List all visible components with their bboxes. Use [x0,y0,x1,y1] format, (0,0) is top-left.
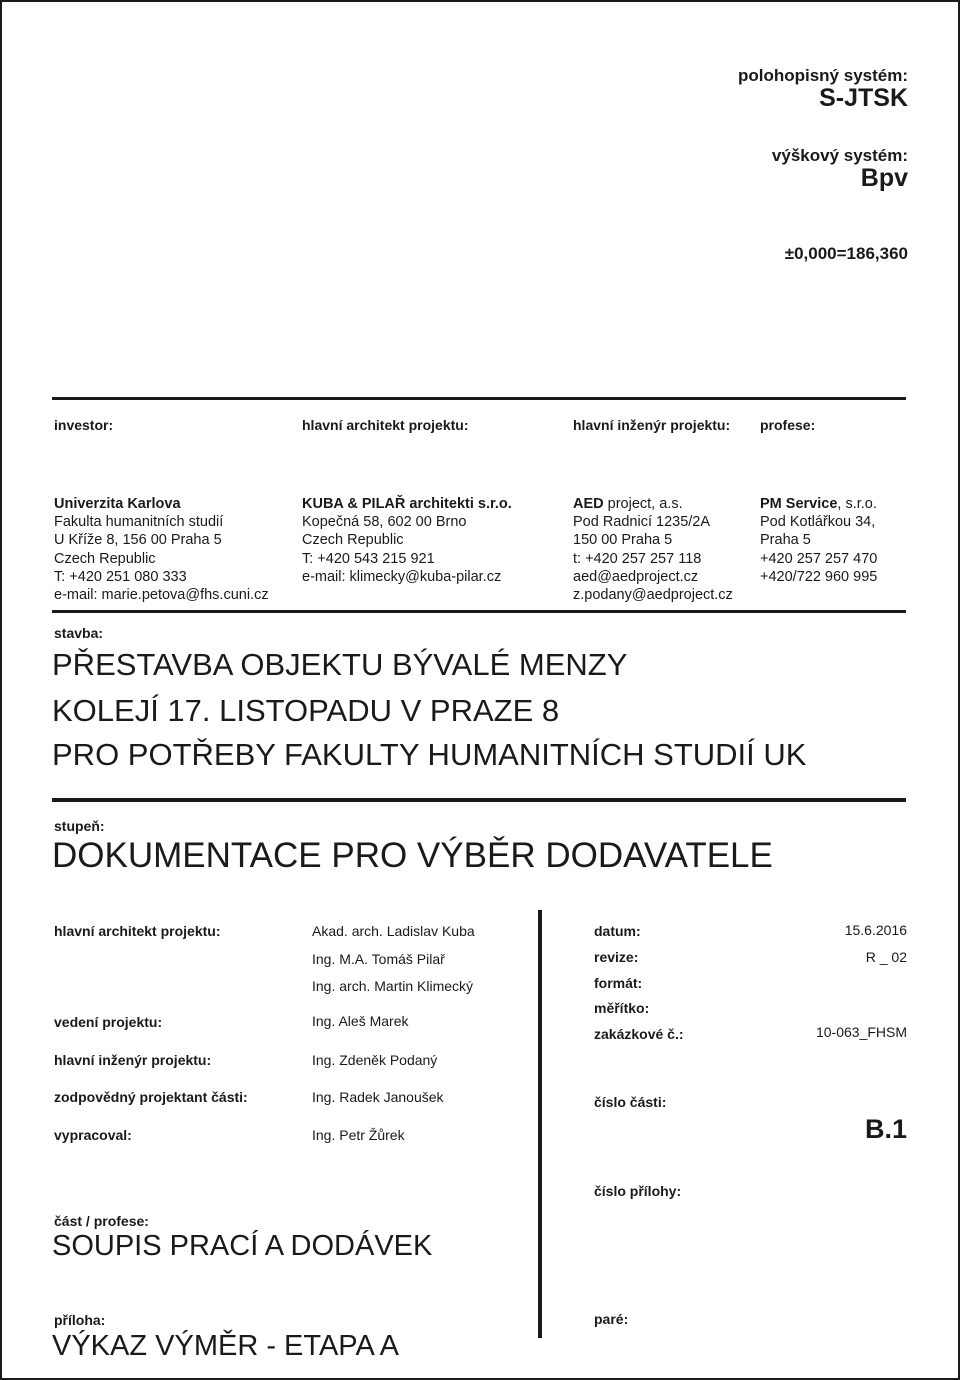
meritko-label: měřítko: [594,1000,650,1016]
profession-line: Pod Kotlářkou 34, [760,514,876,531]
architect-name: Akad. arch. Ladislav Kuba [312,923,475,939]
zakazkove-value: 10-063_FHSM [815,1024,907,1040]
investor-line: U Kříže 8, 156 00 Praha 5 [54,532,222,549]
investor-line: T: +420 251 080 333 [54,568,187,585]
vyskovy-label: výškový systém: [771,146,908,165]
engineer-line: aed@aedproject.cz [573,568,699,585]
cast-value: SOUPIS PRACÍ A DODÁVEK [52,1230,433,1262]
divider-roles [52,397,906,400]
architect-line: T: +420 543 215 921 [302,550,435,567]
zodpovedny-label: zodpovědný projektant části: [54,1089,248,1105]
engineer-name-rest: project, a.s. [603,496,683,512]
vedeni-value: Ing. Aleš Marek [312,1013,409,1029]
stupen-label: stupeň: [54,818,105,834]
cislo-casti-value: B.1 [864,1114,907,1144]
cislo-prilohy-label: číslo přílohy: [594,1183,682,1199]
revize-value: R _ 02 [865,949,907,965]
inzenyr-label: hlavní inženýr projektu: [54,1052,212,1068]
engineer-line: z.podany@aedproject.cz [573,587,733,604]
architect-name: Ing. M.A. Tomáš Pilař [312,951,445,967]
investor-line: e-mail: marie.petova@fhs.cuni.cz [54,587,269,604]
divider-stupen [52,798,906,802]
stupen-value: DOKUMENTACE PRO VÝBĚR DODAVATELE [52,836,773,875]
pare-label: paré: [594,1311,629,1327]
format-label: formát: [594,975,643,991]
zakazkove-label: zakázkové č.: [594,1026,684,1042]
stavba-line: KOLEJÍ 17. LISTOPADU V PRAZE 8 [52,693,560,728]
datum-value: 15.6.2016 [844,922,907,938]
elevation-value: ±0,000=186,360 [784,244,908,263]
contact-profession [760,495,877,586]
revize-label: revize: [594,949,639,965]
engineer-name-bold: AED [573,496,604,512]
priloha-label: příloha: [54,1312,106,1328]
stavba-label: stavba: [54,625,104,641]
cast-label: část / profese: [54,1213,149,1229]
zodpovedny-value: Ing. Radek Janoušek [312,1089,444,1105]
contact-investor [54,495,269,604]
architect-line: e-mail: klimecky@kuba-pilar.cz [302,568,502,585]
cislo-casti-label: číslo části: [594,1094,667,1110]
engineer-line: 150 00 Praha 5 [573,532,673,549]
role-profession: profese: [760,417,816,433]
engineer-line: Pod Radnicí 1235/2A [573,514,711,531]
architect-name: Ing. arch. Martin Klimecký [312,978,474,994]
inzenyr-value: Ing. Zdeněk Podaný [312,1052,438,1068]
vedeni-label: vedení projektu: [54,1014,163,1030]
role-architect: hlavní architekt projektu: [302,417,469,433]
hlavni-architekt-label: hlavní architekt projektu: [54,923,221,939]
datum-label: datum: [594,923,641,939]
architect-line: Kopečná 58, 602 00 Brno [302,514,467,531]
profession-name-bold: PM Service [760,496,838,512]
investor-line: Fakulta humanitních studií [54,514,224,531]
engineer-line: t: +420 257 257 118 [573,550,702,567]
profession-line: Praha 5 [760,532,811,549]
profession-name-rest: , s.r.o. [837,496,877,512]
contact-architect [302,495,512,586]
column-divider [538,910,542,1338]
profession-line: +420 257 257 470 [760,550,878,567]
vyskovy-value: Bpv [860,164,908,192]
priloha-value: VÝKAZ VÝMĚR - ETAPA A [52,1330,400,1362]
stavba-line: PRO POTŘEBY FAKULTY HUMANITNÍCH STUDIÍ UK [52,737,807,772]
role-engineer: hlavní inženýr projektu: [573,417,731,433]
contact-engineer [573,495,733,604]
profession-line: +420/722 960 995 [760,568,878,585]
architect-name: KUBA & PILAŘ architekti s.r.o. [302,496,512,512]
vypracoval-label: vypracoval: [54,1127,132,1143]
role-investor: investor: [54,417,114,433]
architect-line: Czech Republic [302,532,404,549]
vypracoval-value: Ing. Petr Žůrek [312,1127,405,1143]
divider-stavba [52,610,906,613]
polohopisny-label: polohopisný systém: [737,66,908,85]
stavba-line: PŘESTAVBA OBJEKTU BÝVALÉ MENZY [52,647,628,682]
investor-line: Czech Republic [54,550,156,567]
polohopisny-value: S-JTSK [819,84,908,112]
investor-name: Univerzita Karlova [54,496,181,512]
